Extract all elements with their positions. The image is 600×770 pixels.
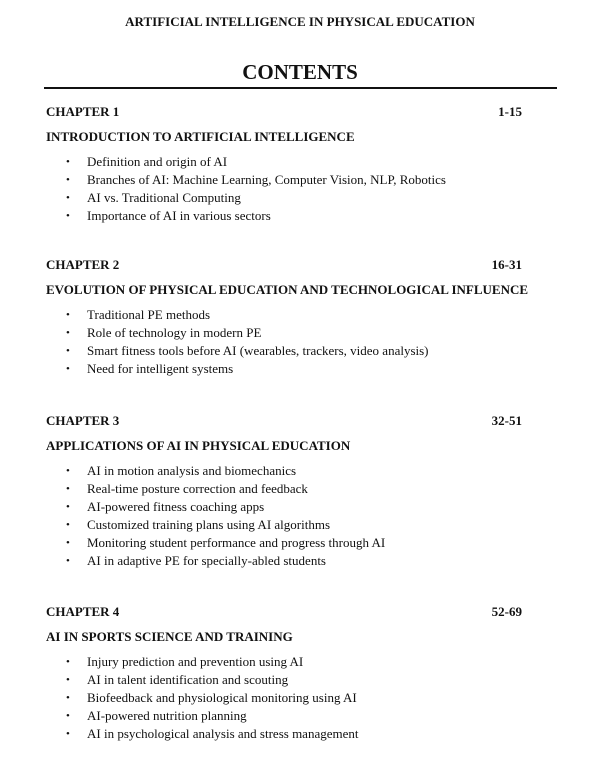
topic-item bbox=[46, 707, 522, 725]
chapter-title: INTRODUCTION TO ARTIFICIAL INTELLIGENCE bbox=[46, 129, 355, 144]
topic-text: Injury prediction and prevention using AI bbox=[87, 654, 304, 669]
bullet-icon: • bbox=[66, 192, 70, 204]
chapter-header bbox=[46, 413, 522, 429]
topic-text: AI-powered nutrition planning bbox=[87, 708, 247, 723]
bullet-icon: • bbox=[66, 156, 70, 168]
chapter-header bbox=[46, 104, 522, 120]
chapter-header bbox=[46, 257, 522, 273]
topic-text: Smart fitness tools before AI (wearables, trackers, video analysis) bbox=[87, 343, 429, 358]
topic-item bbox=[46, 534, 522, 552]
topic-text: Branches of AI: Machine Learning, Computer Vision, NLP, Robotics bbox=[87, 172, 446, 187]
topic-text: Monitoring student performance and progress through AI bbox=[87, 535, 386, 550]
chapter-topic-list bbox=[46, 462, 522, 570]
topic-text: Customized training plans using AI algorithms bbox=[87, 517, 331, 532]
bullet-icon: • bbox=[66, 327, 70, 339]
topic-item bbox=[46, 653, 522, 671]
book-title: ARTIFICIAL INTELLIGENCE IN PHYSICAL EDUCATION bbox=[125, 14, 475, 29]
contents-heading: CONTENTS bbox=[242, 60, 358, 84]
topic-text: AI in adaptive PE for specially-abled students bbox=[87, 553, 326, 568]
topic-item bbox=[46, 462, 522, 480]
bullet-icon: • bbox=[66, 555, 70, 567]
topic-item bbox=[46, 324, 522, 342]
topic-text: AI-powered fitness coaching apps bbox=[87, 499, 265, 514]
topic-item bbox=[46, 171, 522, 189]
bullet-icon: • bbox=[66, 537, 70, 549]
bullet-icon: • bbox=[66, 363, 70, 375]
bullet-icon: • bbox=[66, 465, 70, 477]
bullet-icon: • bbox=[66, 483, 70, 495]
bullet-icon: • bbox=[66, 692, 70, 704]
topic-item bbox=[46, 480, 522, 498]
topic-item bbox=[46, 189, 522, 207]
topic-text: Traditional PE methods bbox=[87, 307, 211, 322]
bullet-icon: • bbox=[66, 210, 70, 222]
topic-text: Real-time posture correction and feedback bbox=[87, 481, 308, 496]
topic-text: Importance of AI in various sectors bbox=[87, 208, 271, 223]
chapter-label: CHAPTER 3 bbox=[46, 413, 120, 428]
topic-item bbox=[46, 552, 522, 570]
topic-text: AI in psychological analysis and stress management bbox=[87, 726, 359, 741]
chapter-header bbox=[46, 604, 522, 620]
chapter-topic-list bbox=[46, 653, 522, 743]
bullet-icon: • bbox=[66, 174, 70, 186]
topic-item bbox=[46, 342, 522, 360]
chapter-page-range: 16-31 bbox=[491, 257, 522, 272]
bullet-icon: • bbox=[66, 309, 70, 321]
topic-text: Need for intelligent systems bbox=[87, 361, 234, 376]
chapter-title: EVOLUTION OF PHYSICAL EDUCATION AND TECHNOLOGICAL INFLUENCE bbox=[46, 282, 529, 297]
chapter-title: AI IN SPORTS SCIENCE AND TRAINING bbox=[46, 629, 293, 644]
chapter-title: APPLICATIONS OF AI IN PHYSICAL EDUCATION bbox=[46, 438, 351, 453]
topic-text: AI in talent identification and scouting bbox=[87, 672, 289, 687]
chapter-page-range: 52-69 bbox=[491, 604, 522, 619]
bullet-icon: • bbox=[66, 519, 70, 531]
bullet-icon: • bbox=[66, 710, 70, 722]
bullet-icon: • bbox=[66, 345, 70, 357]
topic-item bbox=[46, 516, 522, 534]
topic-item bbox=[46, 360, 522, 378]
topic-item bbox=[46, 689, 522, 707]
bullet-icon: • bbox=[66, 501, 70, 513]
topic-item bbox=[46, 671, 522, 689]
chapter-4-section bbox=[46, 604, 522, 743]
chapter-2-section bbox=[46, 257, 529, 378]
heading-rule-divider bbox=[44, 87, 557, 89]
bullet-icon: • bbox=[66, 656, 70, 668]
topic-item bbox=[46, 725, 522, 743]
bullet-icon: • bbox=[66, 728, 70, 740]
chapter-label: CHAPTER 2 bbox=[46, 257, 120, 272]
topic-text: AI in motion analysis and biomechanics bbox=[87, 463, 297, 478]
chapter-topic-list bbox=[46, 306, 522, 378]
topic-text: AI vs. Traditional Computing bbox=[87, 190, 241, 205]
chapter-page-range: 32-51 bbox=[491, 413, 522, 428]
topic-item bbox=[46, 306, 522, 324]
chapter-1-section bbox=[46, 104, 522, 225]
topic-text: Role of technology in modern PE bbox=[87, 325, 262, 340]
bullet-icon: • bbox=[66, 674, 70, 686]
topic-item bbox=[46, 207, 522, 225]
chapter-topic-list bbox=[46, 153, 522, 225]
chapter-label: CHAPTER 4 bbox=[46, 604, 120, 619]
chapter-3-section bbox=[46, 413, 522, 570]
chapter-page-range: 1-15 bbox=[498, 104, 522, 119]
topic-item bbox=[46, 153, 522, 171]
chapter-label: CHAPTER 1 bbox=[46, 104, 120, 119]
topic-item bbox=[46, 498, 522, 516]
topic-text: Biofeedback and physiological monitoring using AI bbox=[87, 690, 357, 705]
topic-text: Definition and origin of AI bbox=[87, 154, 228, 169]
